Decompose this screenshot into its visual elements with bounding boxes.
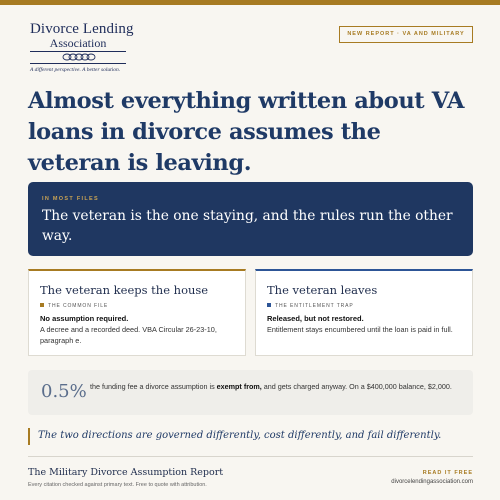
new-report-badge: NEW REPORT · VA AND MILITARY (339, 26, 473, 43)
card-title: The veteran keeps the house (40, 283, 209, 297)
knot-emblem-icon (30, 53, 126, 61)
stat-text-before: the funding fee a divorce assumption is (90, 382, 217, 391)
logo-subname: Association (49, 36, 107, 50)
logo-tagline: A different perspective. A better solution. (30, 67, 121, 73)
card-veteran-keeps-house (28, 269, 246, 356)
card-body: Entitlement stays encumbered until the loan is paid in full. (267, 325, 453, 334)
quote-accent-bar (28, 428, 30, 445)
website-link[interactable]: divorcelendingassociation.com (391, 479, 473, 485)
top-accent-bar (0, 0, 500, 5)
stat-text-bold: exempt from, (216, 382, 262, 391)
footer-divider (28, 456, 473, 457)
card-summary: No assumption required. (40, 314, 129, 323)
footer-subtitle: Every citation checked against primary text. Free to quote with attribution. (28, 482, 207, 488)
card-label (267, 303, 354, 309)
callout-kicker: IN MOST FILES (42, 196, 99, 202)
funding-fee-stat (28, 370, 473, 415)
logo-divider-lower (30, 63, 126, 64)
callout-box (28, 182, 473, 256)
footer-report-title: The Military Divorce Assumption Report (28, 467, 224, 478)
gold-square-icon (40, 303, 44, 307)
page-headline: Almost everything written about VA loans in divorce assumes the veteran is leaving. (28, 88, 465, 176)
card-body: A decree and a recorded deed. VBA Circular 26-23-10, paragraph e. (40, 325, 217, 345)
card-veteran-leaves (255, 269, 473, 356)
stat-text-after: and gets charged anyway. On a $400,000 balance, $2,000. (261, 382, 452, 391)
stat-text (90, 381, 460, 392)
logo-divider (30, 51, 126, 52)
card-label-text: THE COMMON FILE (48, 303, 109, 309)
logo-name: Divorce Lending (30, 21, 134, 37)
callout-text: The veteran is the one staying, and the rules run the other way. (42, 208, 453, 244)
card-summary: Released, but not restored. (267, 314, 364, 323)
read-it-free-link[interactable]: READ IT FREE (422, 470, 473, 476)
blue-square-icon (267, 303, 271, 307)
stat-number: 0.5% (41, 381, 87, 402)
logo[interactable] (30, 21, 134, 73)
pull-quote: The two directions are governed differently, cost differently, and fail differently. (38, 430, 442, 441)
card-title: The veteran leaves (267, 283, 378, 297)
card-label-text: THE ENTITLEMENT TRAP (275, 303, 354, 309)
card-label (40, 303, 108, 309)
